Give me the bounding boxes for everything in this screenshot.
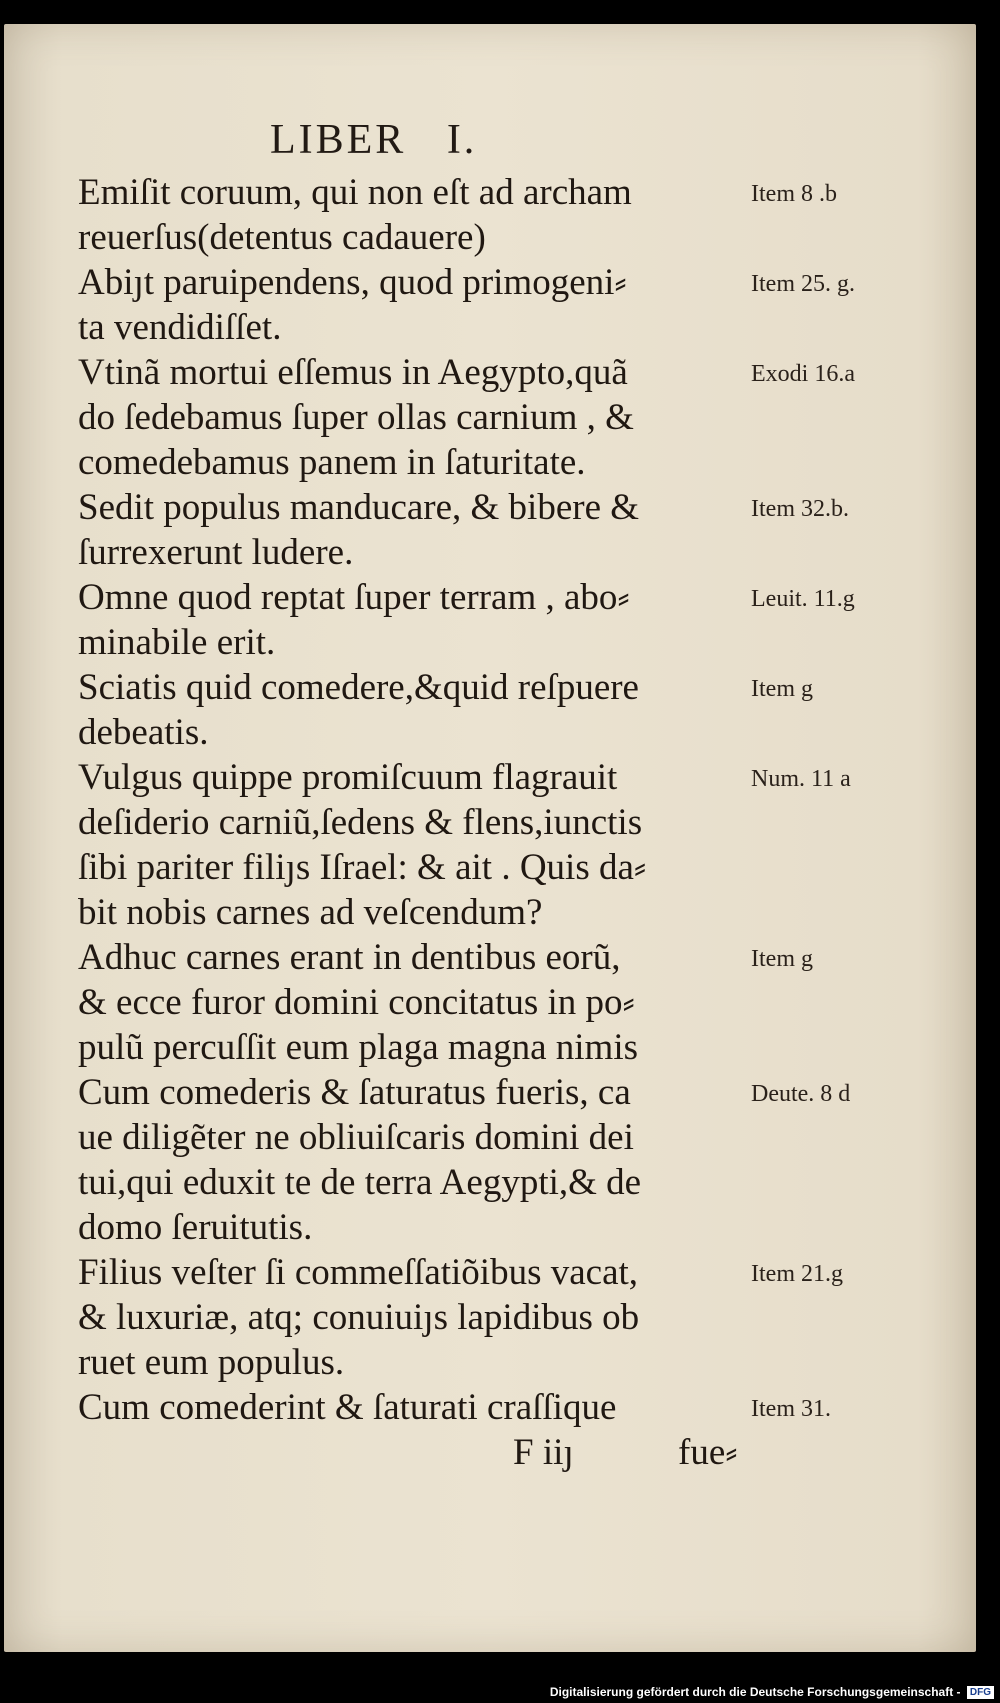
line-text: ta vendidiſſet. xyxy=(78,307,282,348)
text-line xyxy=(78,1205,753,1250)
line-text: Vtinã mortui eſſemus in Aegypto,quã xyxy=(78,352,628,393)
text-line xyxy=(78,800,753,845)
book-page xyxy=(4,24,976,1652)
line-text: Filius veſter ſi commeſſatiõibus vacat, xyxy=(78,1252,639,1293)
credit-text: Digitalisierung gefördert durch die Deutsche Forschungsgemeinschaft - xyxy=(549,1684,961,1699)
text-line xyxy=(78,1160,753,1205)
line-text: comedebamus panem in ſaturitate. xyxy=(78,442,586,483)
text-line xyxy=(78,845,753,890)
line-text: Omne quod reptat ſuper terram , abo⸗ xyxy=(78,577,630,618)
line-text: pulũ percuſſit eum plaga magna nimis xyxy=(78,1027,639,1068)
text-line xyxy=(78,350,855,395)
text-line xyxy=(78,710,753,755)
running-head: LIBER I. xyxy=(270,117,478,163)
text-line xyxy=(78,215,753,260)
marginal-reference: Deute. 8 d xyxy=(751,1081,851,1107)
marginal-reference: Leuit. 11.g xyxy=(751,586,855,612)
text-line xyxy=(78,1115,753,1160)
text-line xyxy=(78,980,753,1025)
text-line xyxy=(78,935,813,980)
line-text: & luxuriæ, atq; conuiuiȷs lapidibus ob xyxy=(78,1297,640,1338)
text-line xyxy=(78,530,753,575)
line-text: ue diligẽter ne obliuiſcaris domini dei xyxy=(78,1117,634,1158)
text-line xyxy=(78,620,753,665)
text-line xyxy=(78,890,753,935)
line-text: domo ſeruitutis. xyxy=(78,1207,313,1248)
marginal-reference: Num. 11 a xyxy=(751,766,851,792)
digitization-credit xyxy=(550,1685,994,1699)
text-line xyxy=(78,1250,843,1295)
text-line xyxy=(78,485,849,530)
line-text: bit nobis carnes ad veſcendum? xyxy=(78,892,543,933)
text-line xyxy=(78,1385,831,1430)
line-text: Adhuc carnes erant in dentibus eorũ, xyxy=(78,937,621,978)
line-text: Cum comederis & ſaturatus fueris, ca xyxy=(78,1072,631,1113)
text-line xyxy=(78,1070,851,1115)
marginal-reference: Item g xyxy=(751,676,813,702)
marginal-reference: Exodi 16.a xyxy=(751,361,855,387)
text-line xyxy=(78,1295,753,1340)
line-text: Vulgus quippe promiſcuum flagrauit xyxy=(78,757,618,798)
line-text: & ecce furor domini concitatus in po⸗ xyxy=(78,982,635,1023)
dfg-logo: DFG xyxy=(967,1686,994,1699)
text-line xyxy=(78,395,753,440)
line-text: reuerſus(detentus cadauere) xyxy=(78,217,486,258)
line-text: debeatis. xyxy=(78,712,209,753)
text-line xyxy=(78,575,855,620)
line-text: do ſedebamus ſuper ollas carnium , & xyxy=(78,397,634,438)
marginal-reference: Item 21.g xyxy=(751,1261,843,1287)
catchword: fue⸗ xyxy=(678,1432,738,1473)
line-text: ruet eum populus. xyxy=(78,1342,345,1383)
line-text: Sedit populus manducare, & bibere & xyxy=(78,487,640,528)
marginal-reference: Item 25. g. xyxy=(751,271,855,297)
line-text: ſibi pariter filiȷs Iſrael: & ait . Quis da⸗ xyxy=(78,847,647,888)
text-line xyxy=(78,260,855,305)
marginal-reference: Item 32.b. xyxy=(751,496,849,522)
signature-mark: F iiȷ xyxy=(513,1432,574,1473)
text-line xyxy=(78,170,837,215)
line-text: ſurrexerunt ludere. xyxy=(78,532,354,573)
text-line xyxy=(78,1025,753,1070)
text-line xyxy=(78,755,851,800)
text-line xyxy=(78,440,753,485)
line-text: tui,qui eduxit te de terra Aegypti,& de xyxy=(78,1162,642,1203)
line-text: Emiſit coruum, qui non eſt ad archam xyxy=(78,172,632,213)
line-text: minabile erit. xyxy=(78,622,276,663)
line-text: Abiȷt paruipendens, quod primogeni⸗ xyxy=(78,262,627,303)
line-text: deſiderio carniũ,ſedens & flens,iunctis xyxy=(78,802,643,843)
marginal-reference: Item 8 .b xyxy=(751,181,837,207)
marginal-reference: Item g xyxy=(751,946,813,972)
marginal-reference: Item 31. xyxy=(751,1396,831,1422)
text-line xyxy=(78,665,813,710)
text-block xyxy=(78,170,855,1430)
line-text: Sciatis quid comedere,&quid reſpuere xyxy=(78,667,639,708)
text-line xyxy=(78,305,753,350)
catchline xyxy=(78,1430,753,1475)
text-line xyxy=(78,1340,753,1385)
line-text: Cum comederint & ſaturati craſſique xyxy=(78,1387,617,1428)
